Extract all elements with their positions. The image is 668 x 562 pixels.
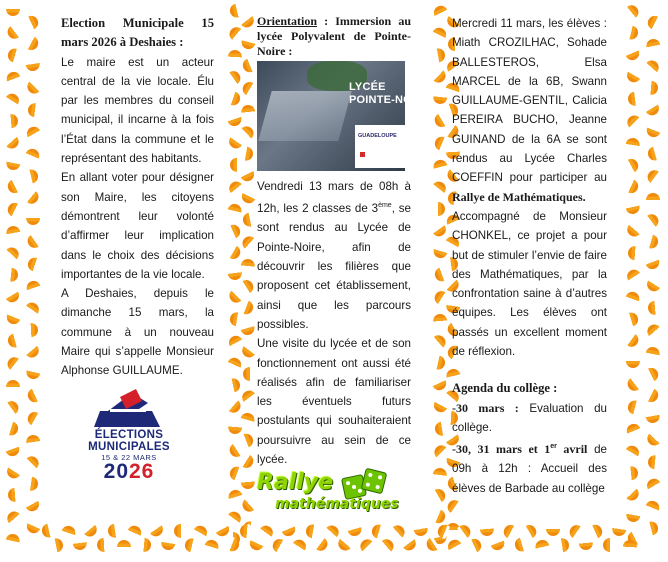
candy-corn-icon [567,522,583,539]
column-rallye [452,14,607,498]
candy-corn-icon [645,257,662,271]
candy-corn-icon [226,509,243,525]
candy-corn-icon [314,536,330,553]
candy-corn-icon [628,246,639,261]
candy-corn-icon [590,523,605,540]
candy-corn-icon [645,211,661,228]
candy-corn-icon [240,277,256,294]
year-part-b: 26 [129,460,155,483]
candy-corn-icon [501,522,516,539]
candy-corn-icon [241,478,256,489]
candy-corn-icon [434,355,447,371]
orientation-heading-text: : Immersion au lycée Polyvalent de Pointe-Noire : [257,14,411,58]
candy-corn-icon [380,536,397,553]
candy-corn-icon [24,124,41,140]
candy-corn-icon [480,526,495,537]
agenda-item-1-text: Evaluation du collège. [452,401,607,434]
candy-corn-icon [25,60,40,72]
agenda-item-1 [452,399,607,438]
candy-corn-icon [25,368,41,381]
candy-corn-icon [644,322,661,339]
candy-corn-icon [5,24,21,41]
candy-corn-icon [6,333,19,349]
candy-corn-icon [645,387,660,404]
candy-corn-icon [227,288,244,305]
candy-corn-icon [432,3,449,18]
candy-corn-icon [5,225,21,237]
candy-corn-icon [432,332,449,349]
candy-corn-icon [627,466,638,481]
candy-corn-icon [4,135,21,152]
badge-text: GUADELOUPE [358,133,397,139]
candy-corn-icon [6,421,20,437]
candy-corn-icon [6,6,20,16]
candy-corn-icon [240,411,256,424]
candy-corn-icon [228,50,243,61]
candy-corn-icon [226,135,243,151]
candy-corn-icon [401,537,418,553]
candy-corn-icon [240,524,251,539]
candy-corn-icon [226,333,243,348]
elections-heading: Election Municipale 15 mars 2026 à Deshaies : [61,16,214,50]
candy-corn-icon [127,524,144,539]
candy-corn-icon [603,538,613,552]
elections-logo [64,385,194,485]
candy-corn-icon [241,300,255,317]
candy-corn-icon [624,267,641,283]
candy-corn-icon [5,354,21,371]
candy-corn-icon [6,47,19,63]
candy-corn-icon [243,367,253,381]
candy-corn-icon [5,444,22,458]
candy-corn-icon [26,14,41,31]
candy-corn-icon [432,467,447,479]
candy-corn-icon [228,465,242,482]
candy-corn-icon [646,520,659,536]
candy-corn-icon [240,453,256,470]
candy-corn-icon [644,58,661,75]
rallye-paragraph-2: Accompagné de Monsieur CHONKEL, ce projet a pour but de stimuler l’envie de faire des Mathématiques, par la confrontation saine à d’autres équipes. Les élèves ont passés un excellent moment de réflexion. [452,209,607,359]
rallye-logo [255,466,415,530]
candy-corn-icon [646,193,660,203]
candy-corn-icon [5,398,21,415]
candy-corn-icon [433,314,448,325]
candy-corn-icon [228,91,242,107]
candy-corn-icon [433,267,447,284]
candy-corn-icon [97,538,108,553]
para1-start: Vendredi 13 mars de 08h à 12h, les 2 classes de 3 [257,180,411,216]
candy-corn-icon [27,476,39,491]
candy-corn-icon [611,525,626,537]
candy-corn-icon [625,203,641,216]
candy-corn-icon [240,123,257,140]
candy-corn-icon [25,409,41,426]
candy-corn-icon [240,233,257,250]
candy-corn-icon [25,189,42,206]
candy-corn-icon [623,540,638,551]
candy-corn-icon [645,412,661,424]
elections-paragraph-1: Le maire est un acteur central de la vie locale. Élu par les membres du conseil municipal, il incarne à la fois l’État dans la commune et le représentant des habitants. [61,55,214,166]
candy-corn-icon [229,311,241,326]
candy-corn-icon [25,521,42,536]
candy-corn-icon [6,380,20,390]
candy-corn-icon [228,223,243,240]
candy-corn-icon [646,146,659,162]
candy-corn-icon [469,537,484,554]
candy-corn-icon [413,525,429,537]
candy-corn-icon [240,79,256,96]
candy-corn-icon [192,523,209,539]
elections-paragraph-3: A Deshaies, depuis le dimanche 15 mars, la commune à un nouveau Maire qui s’appelle Monsieur Alphonse GUILLAUME. [61,287,214,378]
candy-corn-icon [624,487,641,504]
candy-corn-icon [61,524,77,538]
candy-corn-icon [107,523,119,538]
candy-corn-icon [626,311,640,327]
candy-corn-icon [625,2,642,19]
candy-corn-icon [335,537,352,554]
candy-corn-icon [52,537,64,553]
candy-corn-icon [5,312,22,327]
candy-corn-icon [240,497,257,514]
candy-corn-icon [25,147,42,162]
candy-corn-icon [40,523,53,539]
candy-corn-icon [239,344,256,360]
elections-logo-dates: 15 & 22 MARS [101,453,157,462]
candy-corn-icon [433,135,448,152]
candy-corn-icon [626,358,640,368]
candy-corn-icon [7,268,18,283]
candy-corn-icon [644,102,661,118]
candy-corn-icon [227,68,243,85]
candy-corn-icon [230,158,240,172]
candy-corn-icon [240,323,256,336]
candy-corn-icon [227,244,243,261]
candy-corn-icon [625,48,642,63]
candy-corn-icon [28,323,39,338]
candy-corn-icon [432,246,448,260]
candy-corn-icon [625,156,640,173]
candy-corn-icon [228,424,243,435]
candy-corn-icon [227,398,244,415]
candy-corn-icon [445,537,462,553]
candy-corn-icon [227,356,244,371]
rallye-paragraph-1 [452,14,607,207]
candy-corn-icon [627,91,639,106]
candy-corn-icon [239,388,256,404]
agenda-item-2-date: -30, 31 mars et 1 [452,442,551,457]
candy-corn-icon [4,509,21,526]
lycee-image [257,61,441,171]
candy-corn-icon [645,499,662,514]
candy-corn-icon [431,399,448,414]
candy-corn-icon [534,539,550,552]
candy-corn-icon [431,179,448,195]
candy-corn-icon [626,25,639,41]
candy-corn-icon [644,432,661,449]
candy-corn-icon [645,14,660,31]
candy-corn-icon [645,346,661,358]
candy-corn-icon [227,442,243,459]
candy-corn-icon [239,168,256,183]
candy-corn-icon [626,179,641,196]
candy-corn-icon [523,522,539,539]
candy-corn-icon [647,81,658,96]
candy-corn-icon [513,537,527,553]
agenda-heading: Agenda du collège : [452,381,558,396]
candy-corn-icon [242,212,254,228]
candy-corn-icon [26,215,40,225]
candy-corn-icon [434,47,446,63]
candy-corn-icon [24,344,41,361]
candy-corn-icon [5,533,21,546]
candy-corn-icon [241,258,256,269]
candy-corn-icon [4,91,21,107]
orientation-label: Orientation [257,14,317,28]
candy-corn-icon [625,137,640,149]
candy-corn-icon [241,104,256,115]
candy-corn-icon [644,278,661,294]
candy-corn-icon [625,376,641,393]
candy-corn-icon [445,497,461,514]
candy-corn-icon [25,454,42,471]
candy-corn-icon [432,486,448,503]
year-part-a: 20 [103,460,129,483]
candy-corn-icon [227,114,243,128]
candy-corn-icon [24,80,41,97]
candy-corn-icon [27,102,39,117]
para1-end: , se sont rendus au Lycée de Pointe-Noire, afin de découvrir les filières que proposent cet établissement, ainsi que les parcours possibles. [257,202,411,331]
lycee-image-building [258,91,351,141]
candy-corn-icon [184,537,197,553]
rallye-logo-line2: mathématiques [275,496,399,512]
candy-corn-icon [432,112,448,129]
candy-corn-icon [432,442,449,459]
candy-corn-icon [5,159,21,171]
candy-corn-icon [625,422,642,437]
candy-corn-icon [174,524,184,538]
ballot-box-icon [90,389,164,427]
candy-corn-icon [5,179,20,196]
candy-corn-icon [140,538,151,553]
rallye-para1-text: Mercredi 11 mars, les élèves : Miath CROZILHAC, Sohade BALLESTEROS, Elsa MARCEL de la 6B, Swann GUILLAUME-GENTIL, Calicia PEREIRA BUCHO, Jeanne GUINAND de la 6A se sont rendus au Lycée Charles COEFFIN pour participer au [452,17,607,185]
orientation-paragraph-2: Une visite du lycée et de son fonctionnement ont aussi été réalisés afin de familiariser les éventuels futurs postulants qui souhaiteraient poursuivre au sein de ce lycée. [257,337,411,467]
orientation-heading [257,14,411,59]
candy-corn-icon [624,69,641,85]
candy-corn-icon [148,523,165,539]
candy-corn-icon [25,434,40,446]
candy-corn-icon [435,202,445,216]
candy-corn-icon [4,465,21,481]
candy-corn-icon [82,523,99,540]
candy-corn-icon [26,388,41,405]
agenda-item-2-sup: er [550,443,557,451]
candy-corn-icon [160,539,175,551]
candy-corn-icon [625,290,642,304]
column-elections [61,14,214,381]
candy-corn-icon [248,538,265,553]
candy-corn-icon [8,488,19,503]
agenda-item-2-date-end: avril [556,442,588,457]
candy-corn-icon [626,399,639,415]
candy-corn-icon [579,539,594,550]
rallye-para1-bold: Rallye de Mathématiques. [452,189,586,204]
candy-corn-icon [26,168,39,184]
candy-corn-icon [432,158,448,171]
candy-corn-icon [5,200,20,217]
candy-corn-icon [227,488,243,502]
candy-corn-icon [457,522,473,539]
region-flag-icon [360,152,365,157]
candy-corn-icon [4,245,21,262]
orientation-paragraph-1 [257,177,411,334]
candy-corn-icon [647,455,658,470]
column-orientation [257,14,441,469]
candy-corn-icon [432,378,449,393]
candy-corn-icon [431,223,448,239]
candy-corn-icon [4,289,21,305]
candy-corn-icon [646,234,659,250]
candy-corn-icon [229,377,242,393]
candy-corn-icon [624,443,641,459]
candy-corn-icon [5,70,22,84]
candy-corn-icon [645,167,661,184]
candy-corn-icon [25,35,40,52]
lycee-image-title: LYCÉE DE POINTE-NOIRE [349,81,441,106]
candy-corn-icon [72,539,87,551]
lycee-image-badge [355,125,405,168]
candy-corn-icon [25,279,41,293]
candy-corn-icon [625,511,641,523]
candy-corn-icon [242,146,254,162]
candy-corn-icon [291,537,308,553]
candy-corn-icon [644,476,661,492]
agenda-item-2 [452,437,607,498]
candy-corn-icon [25,233,41,250]
candy-corn-icon [204,538,220,552]
candy-corn-icon [241,432,255,449]
candy-corn-icon [624,223,641,240]
candy-corn-icon [24,300,41,316]
candy-corn-icon [433,509,448,526]
candy-corn-icon [624,113,641,130]
candy-corn-icon [558,537,570,552]
candy-corn-icon [647,301,658,316]
candy-corn-icon [358,537,375,554]
candy-corn-icon [434,421,446,436]
rallye-logo-line1: Rallye [257,470,334,495]
candy-corn-icon [490,538,507,552]
elections-logo-year [64,460,194,484]
candy-corn-icon [117,540,131,550]
candy-corn-icon [241,58,256,75]
candy-corn-icon [239,14,256,30]
elections-logo-title: ÉLECTIONS MUNICIPALES [88,429,170,453]
candy-corn-icon [240,190,257,205]
candy-corn-icon [227,202,243,215]
candy-corn-icon [240,37,256,50]
candy-corn-icon [645,366,660,383]
agenda-item-1-date: -30 mars : [452,400,519,415]
candy-corn-icon [270,536,286,553]
candy-corn-icon [7,114,18,129]
candy-corn-icon [645,125,662,139]
para1-sup: ème [378,202,392,210]
elections-paragraph-2: En allant voter pour désigner son Maire, les citoyens démontrent leur volonté d’affirmer leur implication dans le choix des décisions importantes de la vie locale. [61,171,214,281]
candy-corn-icon [24,498,41,514]
candy-corn-icon [546,526,560,536]
candy-corn-icon [26,256,40,272]
candy-corn-icon [226,179,243,196]
candy-corn-icon [431,25,448,40]
candy-corn-icon [227,269,242,281]
agenda-item-2-text: de 09h à 12h : Accueil des élèves de Barbade au collège [452,443,607,495]
candy-corn-icon [625,332,641,349]
candy-corn-icon [645,38,661,50]
candy-corn-icon [229,3,242,19]
